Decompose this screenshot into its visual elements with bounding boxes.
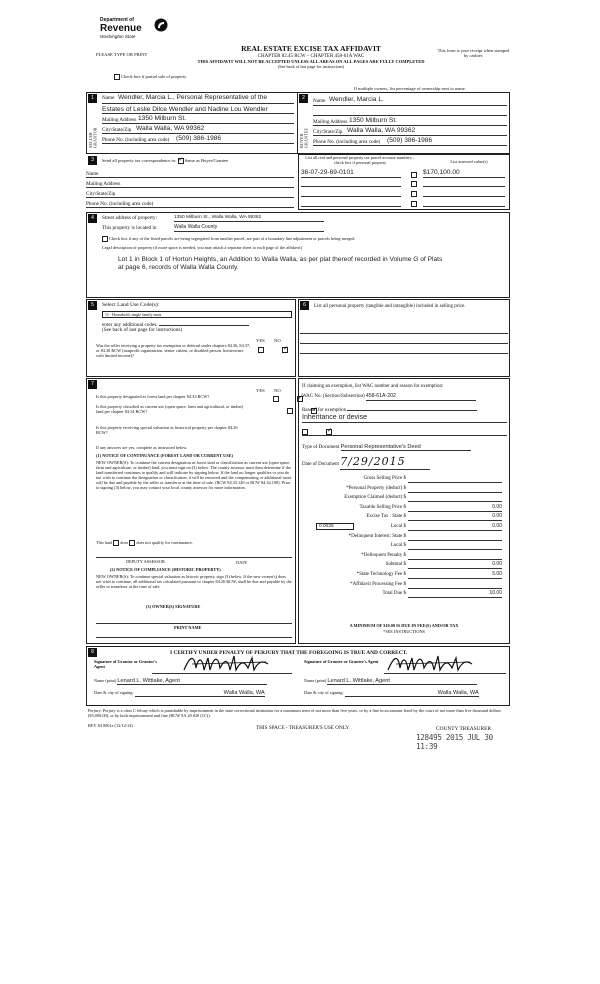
tax-row-label: Exemption Claimed (deduct) $ (344, 495, 406, 501)
tax-row-label: Subtotal $ (385, 562, 406, 568)
partial-sale-checkbox[interactable] (114, 74, 120, 80)
doc-date-label: Date of Document (302, 462, 339, 467)
buyer-name-field[interactable]: Wendler, Marcia L. (329, 96, 384, 103)
receipt-note: This form is your receipt when stamped by cashier. (437, 48, 510, 59)
exempt-yes-checkbox[interactable] (258, 347, 264, 353)
tax-row-label: *Delinquent Interest: State $ (348, 533, 406, 539)
parcel-number-field[interactable]: 36-07-29-69-0101 (301, 169, 401, 178)
corr-name-label: Name (86, 171, 99, 177)
grantor-signature-image (182, 652, 272, 681)
grantee-signature-image (386, 652, 476, 681)
dor-emblem-icon (154, 18, 168, 32)
logo-line3: Washington State (100, 33, 136, 39)
send-correspondence-row (102, 158, 228, 164)
this-land-label: This land (96, 539, 113, 545)
treasurer-space-label: THIS SPACE - TREASURER'S USE ONLY (256, 725, 350, 731)
tax-row-label: Taxable Selling Price $ (359, 504, 406, 510)
corr-phone-row (86, 198, 294, 208)
tax-row-value[interactable]: 0.00 (408, 514, 502, 521)
reason-label: Reason for exemption (302, 408, 347, 413)
parcel-row-2 (301, 178, 507, 188)
doc-date-field[interactable]: 7/29/2015 (340, 456, 430, 470)
tax-row-value[interactable] (408, 543, 502, 550)
does-not-checkbox[interactable] (129, 540, 135, 546)
form-warning: THIS AFFIDAVIT WILL NOT BE ACCEPTED UNLESS ALL AREAS ON ALL PAGES ARE FULLY COMPLETED (197, 59, 425, 65)
seller-phone-label: Phone No. (including area code) (102, 137, 170, 143)
exempt-no-checkbox[interactable] (282, 347, 288, 353)
grantee-name-label: Name (print) (304, 678, 327, 683)
tax-row-label: *Delinquent Penalty $ (361, 552, 406, 558)
forest-land-question: Is this property designated as forest land per chapter 84.33 RCW? (96, 394, 210, 399)
seller-name-label: Name (102, 95, 115, 101)
street-address-label: Street address of property: (102, 215, 157, 221)
personal-property-line-2[interactable] (300, 336, 508, 344)
buyer-city-field[interactable]: Walla Walla, WA 99362 (347, 127, 416, 134)
tax-row-value[interactable]: 10.00 (408, 591, 502, 598)
tax-row-value[interactable] (408, 553, 502, 560)
additional-codes-label: enter any additional codes: (102, 322, 158, 328)
buyer-mailing-field[interactable]: 1350 Milburn St. (349, 117, 398, 124)
grantor-name-label: Name (print) (94, 678, 117, 683)
tax-row (302, 543, 507, 553)
tax-row (302, 582, 507, 592)
type-print-note: PLEASE TYPE OR PRINT (96, 52, 148, 57)
tax-row-label: Gross Selling Price $ (363, 476, 406, 481)
tax-row (302, 486, 507, 496)
buyer-city-label: City/State/Zip (313, 129, 343, 135)
section-6-marker: 6 (300, 301, 309, 310)
tax-row-value[interactable]: 0.00 (408, 524, 502, 531)
grantee-city-field[interactable]: Walla Walla, WA (345, 690, 479, 697)
tax-row-label: Total Due $ (382, 591, 406, 597)
grantee-signature-label: Signature of Grantee or Grantee's Agent (304, 659, 379, 664)
corr-city-row (86, 188, 294, 198)
deputy-assessor-line[interactable] (96, 550, 292, 558)
tax-row-label: *Personal Property (deduct) $ (346, 485, 406, 491)
personal-property-label: List all personal property (tangible and intangible) included in selling price. (314, 304, 466, 309)
tax-row (302, 534, 507, 544)
land-use-select[interactable] (102, 311, 292, 318)
tax-row-label: Local $ (390, 543, 406, 549)
parcel-2-personal-checkbox[interactable] (411, 181, 417, 187)
additional-codes-field[interactable] (159, 321, 249, 326)
reason-field[interactable]: Inheritance or devise (302, 414, 507, 423)
seller-mailing-field[interactable]: 1350 Milburn St. (138, 115, 187, 122)
perjury-notice: Perjury: Perjury is a class C felony which is punishable by imprisonment in the state correctional institution for a maximum term of not more than five years, or by a fine in an amount fixed by the court of not more than five thousand dollars ($5,000.00), or by both imprisonment and fine (RCW 9A.20.020 (1C)). (88, 708, 501, 719)
affidavit-page (86, 12, 516, 772)
seller-name-field-line2[interactable]: Estates of Leslie Dilce Wendler and Nadine Lou Wendler (102, 106, 268, 113)
corr-phone-label: Phone No. (including area code) (86, 201, 154, 207)
corr-mailing-label: Mailing Address (86, 181, 121, 187)
tax-row (302, 562, 507, 572)
same-as-buyer-checkbox[interactable] (178, 158, 184, 164)
form-chapters: CHAPTER 82.45 RCW – CHAPTER 458-61A WAC (257, 53, 365, 59)
qualify-label: qualify for continuance. (151, 539, 194, 545)
personal-property-line-1[interactable] (300, 326, 508, 334)
section-8-marker: 8 (88, 648, 97, 657)
parcel-3-personal-checkbox[interactable] (411, 191, 417, 197)
doc-type-label: Type of Document (302, 445, 340, 450)
exempt-question: Was the seller receiving a property tax exemption or deferral under chapters 84.36, 84.37, or 84.38 RCW (nonprofit organization, senior citizen, or disabled person, homeowner with limited income)? (96, 343, 251, 358)
does-label: does (120, 539, 129, 545)
section-1-marker: 1 (88, 94, 97, 103)
form-number: REV 84 0001a (12/12/14) (88, 723, 133, 728)
section-7-marker: 7 (88, 380, 97, 389)
see-instructions-note: *SEE INSTRUCTIONS (383, 629, 425, 634)
corr-mailing-row (86, 178, 294, 188)
personal-property-line-3[interactable] (300, 346, 508, 354)
section-3-marker: 3 (88, 156, 97, 165)
s5-yes-header: YES (256, 338, 265, 343)
forest-land-yes-checkbox[interactable] (273, 396, 279, 402)
land-use-label: Select Land Use Code(s): (102, 302, 160, 308)
minimum-fee-note: A MINIMUM OF $10.00 IS DUE IN FEE(S) AND/OR TAX (349, 623, 459, 628)
grantee-signature-line[interactable] (384, 670, 506, 674)
tax-row-label: Local $ (390, 523, 406, 529)
tax-row (302, 495, 507, 505)
tax-row-value[interactable] (408, 582, 502, 589)
notice-compliance-title: (2) NOTICE OF COMPLIANCE (HISTORIC PROPERTY) (110, 567, 221, 572)
partial-sale-row (114, 74, 186, 80)
deputy-date-label: DATE (236, 560, 247, 565)
county-treasurer-label: COUNTY TREASURER (436, 726, 491, 732)
tax-row-label: Excise Tax : State $ (366, 514, 406, 520)
owner-signature-line[interactable] (96, 616, 292, 624)
qualify-row (96, 540, 193, 546)
local-rate-field[interactable]: 0.0025 (316, 523, 354, 530)
segregated-checkbox[interactable] (102, 236, 108, 242)
tax-row-value[interactable]: 5.00 (408, 572, 502, 579)
tax-row-value[interactable] (408, 495, 502, 502)
same-as-buyer-label: Same as Buyer/Grantee (184, 158, 229, 164)
buyer-phone-label: Phone No. (including area code) (313, 139, 381, 145)
owner-signature-label: (3) OWNER(S) SIGNATURE (146, 604, 201, 609)
grantor-name-field[interactable]: Lenard L. Wittlake, Agent (117, 678, 267, 685)
notice-compliance-text: NEW OWNER(S): To continue special valuation as historic property, sign (3) below. If the new owner(s) does not wish to continue, all additional tax calculated pursuant to chapter 84.26 RCW, shall be due and payable by the seller or transferor at the time of sale. (96, 574, 292, 590)
wac-field[interactable]: 458-61A-202 (366, 394, 476, 401)
exemption-claim-label: If claiming an exemption, list WAC number and reason for exemption: (302, 384, 444, 389)
section-2-marker: 2 (299, 94, 308, 103)
buyer-phone-field[interactable]: (509) 386-1986 (387, 137, 433, 144)
tax-table (302, 476, 507, 601)
notice-continuance-text: NEW OWNER(S): To continue the current designation as forest land or classification as current use (open space, farm and agriculture, or timber) land, you must sign on (3) below. The county assessor must then determine if the land transferred continues to qualify and will indicate by signing below. If the land no longer qualifies or you do not wish to continue the designation or classification, it will be removed and the compensating or additional taxes will be due and payable by the seller or transferor at the time of sale. (RCW 84.33.140 or RCW 84.34.108). Prior to signing (3) below, you may contact your local county assessor for more information. (96, 460, 292, 491)
does-checkbox[interactable] (113, 540, 119, 546)
parcel-header: List all real and personal property tax parcel account numbers – check box if personal property (305, 155, 415, 165)
grantor-signature-line[interactable] (152, 670, 292, 674)
tax-row-label: *Affidavit Processing Fee $ (350, 581, 406, 587)
s7-yes-header: YES (256, 388, 265, 393)
deputy-assessor-label: DEPUTY ASSESSOR (126, 559, 165, 564)
section-5-marker: 5 (88, 301, 97, 310)
located-county-field[interactable]: Walla Walla County (174, 225, 324, 232)
corr-city-label: City/State/Zip (86, 191, 116, 197)
tax-row-value[interactable] (408, 486, 502, 493)
land-use-see-back: (See back of last page for instructions) (102, 327, 183, 333)
parties-divider (297, 92, 298, 154)
street-address-field[interactable]: 1350 Milburn St., Walla Walla, WA 99362 (174, 215, 324, 222)
seller-mailing-label: Mailing Address (102, 117, 137, 123)
form-title: REAL ESTATE EXCISE TAX AFFIDAVIT (241, 44, 381, 53)
tax-row (302, 553, 507, 563)
seller-phone-field[interactable]: (509) 386-1986 (176, 135, 222, 142)
buyer-tab: BUYER GRANTEE (299, 127, 309, 148)
tax-row (302, 524, 507, 534)
logo-line2: Revenue (100, 22, 142, 34)
parcel-row-4 (301, 198, 507, 208)
tax-row (302, 505, 507, 515)
tax-row-value[interactable] (408, 534, 502, 541)
segregated-label: Check box if any of the listed parcels are being segregated from another parcel, are part of a boundary line adjustment or parcels being merged. (109, 235, 356, 241)
assessed-value-field[interactable]: $170,100.00 (423, 169, 505, 178)
tax-row (302, 572, 507, 582)
tax-row-label: *State Technology Fee $ (356, 571, 406, 577)
send-correspondence-label: Send all property tax correspondence to: (102, 158, 177, 164)
parcel-4-personal-checkbox[interactable] (411, 201, 417, 207)
section-4-marker: 4 (88, 214, 97, 223)
current-use-yes-checkbox[interactable] (287, 408, 293, 414)
seller-city-label: City/State/Zip (102, 127, 132, 133)
dor-logo (100, 18, 170, 39)
land-use-value: 11 - Household, single family units (105, 312, 162, 317)
current-use-question: Is this property classified as current use (open space, farm and agricultural, or timber) land per chapter 84.34 RCW? (96, 404, 244, 414)
logo-line1: Department of (100, 17, 134, 23)
notice-continuance-title: (1) NOTICE OF CONTINUANCE (FOREST LAND OR CURRENT USE) (96, 453, 233, 458)
historic-question: Is this property receiving special valuation as historical property per chapter 84.26 RCW? (96, 425, 238, 435)
seller-name-field[interactable]: Wendler, Marcia L., Personal Representative of the (118, 94, 268, 101)
seller-city-field[interactable]: Walla Walla, WA 99362 (136, 125, 205, 132)
tax-row (302, 591, 507, 601)
partial-sale-label: Check box if partial sale of property (121, 74, 187, 80)
grantor-city-field[interactable]: Walla Walla, WA (135, 690, 265, 697)
tax-row (302, 476, 507, 486)
buyer-name-label: Name (313, 98, 326, 104)
s5-no-header: NO (274, 338, 281, 343)
s7-no-header: NO (274, 388, 281, 393)
legal-description-label: Legal description of property (if more space is needed, you may attach a separate sheet to each page of the affidavit) (102, 245, 302, 250)
reason-field-line-2[interactable] (302, 428, 507, 436)
corr-name-row (86, 168, 294, 178)
multiple-owners-note: If multiple owners, list percentage of ownership next to name. (354, 86, 466, 91)
tax-row-value[interactable] (408, 476, 502, 483)
seller-tab: SELLER GRANTOR (88, 127, 98, 148)
grantor-date-city-label: Date & city of signing: (94, 690, 134, 695)
treasurer-stamp: 128495 2015 JUL 30 11:39 (416, 733, 493, 751)
parcel-row-3 (301, 188, 507, 198)
grantor-signature-label: Signature of Grantor or Grantor's Agent (94, 659, 158, 669)
form-see-back: (See back of last page for instructions) (277, 63, 345, 69)
if-yes-note: If any answers are yes, complete as instructed below. (96, 445, 188, 450)
legal-description-field[interactable]: Lot 1 in Block 1 of Horton Heights, an Addition to Walla Walla, as per plat thereof recorded in Volume G of Plats at page 6, records of Walla Walla County. (118, 255, 443, 272)
buyer-mailing-label: Mailing Address (313, 119, 348, 125)
tax-row-value[interactable]: 0.00 (408, 562, 502, 569)
located-in-label: This property is located in (102, 225, 157, 231)
doc-type-field[interactable]: Personal Representative's Deed (341, 444, 471, 451)
does-not-label: does not (136, 539, 151, 545)
print-name-label: PRINT NAME (174, 625, 202, 630)
assessed-header: List assessed value(s) (450, 159, 488, 164)
tax-row-value[interactable]: 0.00 (408, 505, 502, 512)
grantee-name-field[interactable]: Lenard L. Wittlake, Agent (327, 678, 477, 685)
print-name-line[interactable] (96, 630, 292, 638)
wac-label: WAC No. (Section/Subsection) (302, 394, 365, 399)
certify-statement: I CERTIFY UNDER PENALTY OF PERJURY THAT THE FOREGOING IS TRUE AND CORRECT. (170, 650, 408, 656)
grantee-date-city-label: Date & city of signing: (304, 690, 344, 695)
